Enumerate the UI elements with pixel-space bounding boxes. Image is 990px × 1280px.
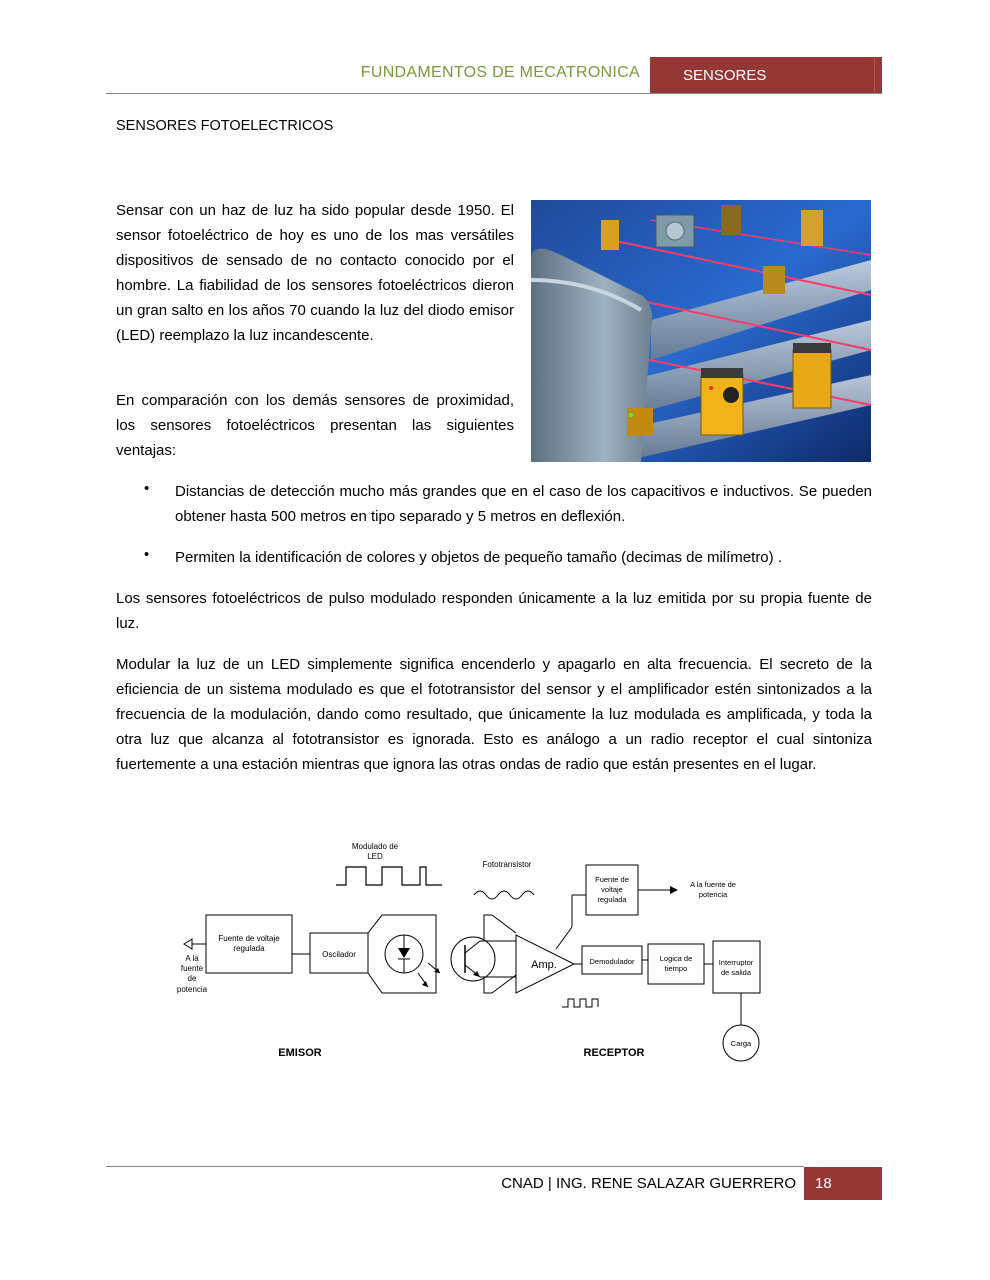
diagram-text: A la fuente de — [690, 880, 736, 889]
header-divider — [106, 93, 882, 94]
diagram-text: Amp. — [531, 959, 557, 971]
footer-divider — [106, 1166, 804, 1167]
diagram-text: Logica de — [659, 954, 693, 963]
header-title: FUNDAMENTOS DE MECATRONICA — [360, 64, 640, 81]
emitter-receiver-diagram — [170, 835, 770, 1075]
diagram-text: potencia — [698, 890, 728, 899]
page-number: 18 — [815, 1175, 832, 1192]
page-number-box — [804, 1167, 882, 1200]
arrow-icon — [184, 939, 192, 949]
diagram-text: tiempo — [664, 964, 688, 973]
diagram-text: voltaje — [601, 885, 623, 894]
diagram-text: Oscilador — [322, 950, 356, 959]
pulse-paragraph: Los sensores fotoeléctricos de pulso modulado responden únicamente a la luz emitida por su propia fuente de luz. — [116, 590, 872, 632]
diagram-text: Fuente de voltaje — [218, 934, 280, 943]
arrow-icon — [670, 886, 678, 894]
diagram-text: de salida — [720, 968, 752, 977]
phototransistor-icon — [451, 937, 495, 981]
diagram-text: regulada — [233, 944, 265, 953]
light-wave — [474, 891, 534, 899]
bullet-symbol: • — [144, 480, 150, 497]
diagram-text: Interruptor — [718, 958, 754, 967]
output-switch-box — [713, 941, 760, 993]
diagram-text: de — [187, 974, 197, 983]
modulation-waveform — [336, 867, 442, 885]
header-section-label: SENSORES — [683, 67, 767, 84]
diagram-text: potencia — [176, 985, 208, 994]
diagram-text: fuente — [180, 964, 204, 973]
diagram-text: A la — [185, 954, 199, 963]
led-modulation-label: Modulado de — [351, 842, 399, 851]
sensors-photo — [531, 200, 871, 462]
receiver-label: RECEPTOR — [583, 1047, 645, 1059]
pulse-waveform — [562, 999, 598, 1007]
modulation-paragraph: Modular la luz de un LED simplemente significa encenderlo y apagarlo en alta frecuencia. El secreto de la eficiencia de un sistema modulado es que el fototransistor del sensor y el amplificador estén sintonizados a la frecuencia de la modulación, dando como resultado, que únicamente la luz modulada es amplificada, y toda la otra luz que alcanza al fototransistor es ignorada. Esto es análogo a un radio receptor el cual sintoniza fuertemente a una estación mientras que ignora las otras ondas de radio que están presentes en el lugar. — [116, 656, 872, 773]
led-modulation-label: LED — [367, 852, 383, 861]
diagram-text: regulada — [597, 895, 627, 904]
header-section-tab — [650, 57, 882, 93]
diagram-text: Carga — [730, 1039, 752, 1048]
emitter-label: EMISOR — [278, 1047, 322, 1059]
footer-credit: CNAD | ING. RENE SALAZAR GUERRERO — [501, 1175, 796, 1192]
diagram-text: Demodulador — [589, 957, 635, 966]
advantage-item: Distancias de detección mucho más grandes que en el caso de los capacitivos e inductivos. Se pueden obtener hasta 500 metros en tipo separado y 5 metros en deflexión. — [175, 483, 872, 525]
section-title: SENSORES FOTOELECTRICOS — [116, 118, 334, 134]
phototransistor-label: Fototransistor — [482, 860, 532, 869]
comparison-paragraph: En comparación con los demás sensores de proximidad, los sensores fotoeléctricos presentan las siguientes ventajas: — [116, 392, 514, 459]
advantage-item: Permiten la identificación de colores y objetos de pequeño tamaño (decimas de milímetro) . — [175, 549, 782, 566]
intro-paragraph: Sensar con un haz de luz ha sido popular desde 1950. El sensor fotoeléctrico de hoy es uno de los mas versátiles dispositivos de sensado de no contacto conocido por el hombre. La fiabilidad de los sensores fotoeléctricos dieron un gran salto en los años 70 cuando la luz del diodo emisor (LED) reemplazo la luz incandescente. — [116, 202, 514, 344]
bullet-symbol: • — [144, 546, 150, 563]
diagram-text: Fuente de — [595, 875, 629, 884]
